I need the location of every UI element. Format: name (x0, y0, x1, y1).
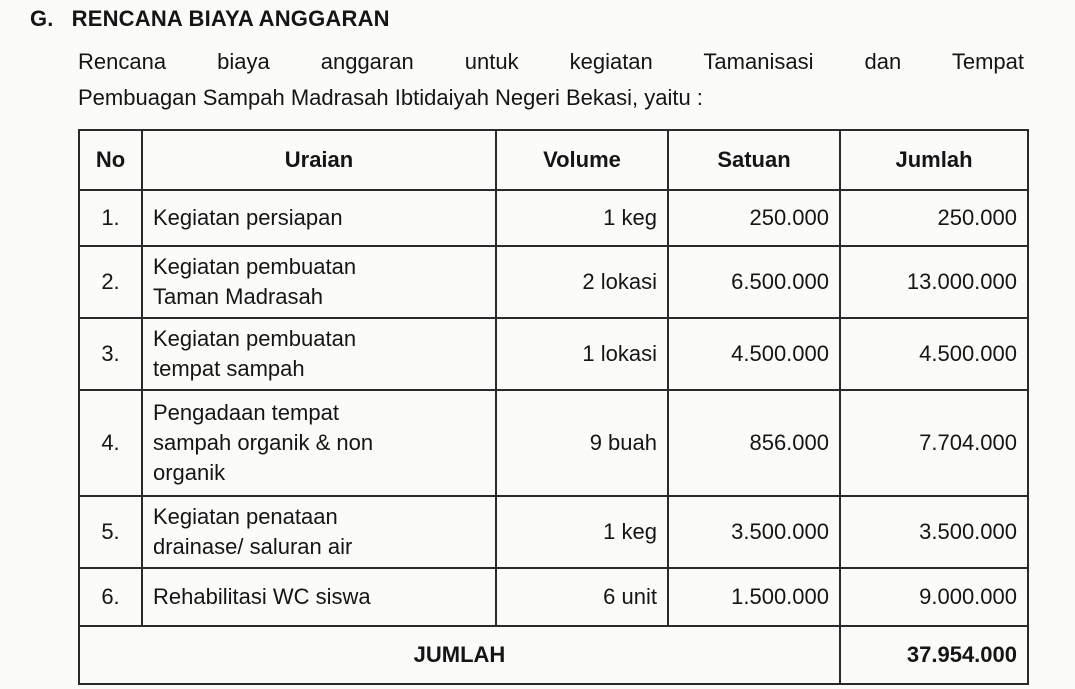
total-row (79, 626, 1028, 684)
cell-uraian (142, 568, 496, 626)
section-letter: G. (30, 6, 54, 31)
intro-line-2: Pembuagan Sampah Madrasah Ibtidaiyah Negeri Bekasi, yaitu : (78, 85, 703, 110)
cell-satuan: 856.000 (668, 390, 840, 496)
cell-uraian (142, 496, 496, 568)
section-heading (30, 6, 390, 32)
table-row (79, 496, 1028, 568)
uraian-line: Kegiatan penataan (153, 504, 338, 529)
cell-volume: 1 keg (496, 496, 668, 568)
cell-no: 4. (79, 390, 142, 496)
uraian-line: Kegiatan pembuatan (153, 326, 357, 351)
cell-jumlah: 4.500.000 (840, 318, 1028, 390)
table-body (79, 190, 1028, 626)
cell-no: 1. (79, 190, 142, 246)
intro-line-1: Rencana biaya anggaran untuk kegiatan Tamanisasi dan Tempat (78, 49, 1024, 74)
header-satuan: Satuan (668, 130, 840, 190)
cell-jumlah: 3.500.000 (840, 496, 1028, 568)
cell-volume: 9 buah (496, 390, 668, 496)
total-value: 37.954.000 (840, 626, 1028, 684)
header-volume: Volume (496, 130, 668, 190)
budget-table (78, 129, 1029, 685)
total-label: JUMLAH (79, 626, 840, 684)
cell-uraian (142, 246, 496, 318)
header-no: No (79, 130, 142, 190)
table-row (79, 390, 1028, 496)
cell-satuan: 250.000 (668, 190, 840, 246)
uraian-line: tempat sampah (153, 356, 305, 381)
cell-satuan: 1.500.000 (668, 568, 840, 626)
uraian-line: organik (153, 460, 226, 485)
cell-jumlah: 13.000.000 (840, 246, 1028, 318)
cell-volume: 1 keg (496, 190, 668, 246)
table-row (79, 190, 1028, 246)
header-uraian: Uraian (142, 130, 496, 190)
table-header-row (79, 130, 1028, 190)
table-row (79, 568, 1028, 626)
cell-volume: 6 unit (496, 568, 668, 626)
table-row (79, 318, 1028, 390)
cell-satuan: 4.500.000 (668, 318, 840, 390)
cell-satuan: 6.500.000 (668, 246, 840, 318)
uraian-line: Pengadaan tempat (153, 400, 339, 425)
cell-no: 3. (79, 318, 142, 390)
cell-satuan: 3.500.000 (668, 496, 840, 568)
cell-jumlah: 250.000 (840, 190, 1028, 246)
table-row (79, 246, 1028, 318)
cell-uraian (142, 190, 496, 246)
cell-volume: 1 lokasi (496, 318, 668, 390)
cell-jumlah: 9.000.000 (840, 568, 1028, 626)
uraian-line: Kegiatan pembuatan (153, 254, 357, 279)
cell-uraian (142, 390, 496, 496)
intro-paragraph (78, 44, 1024, 116)
cell-uraian (142, 318, 496, 390)
cell-jumlah: 7.704.000 (840, 390, 1028, 496)
cell-no: 5. (79, 496, 142, 568)
cell-no: 2. (79, 246, 142, 318)
uraian-line: Taman Madrasah (153, 284, 323, 309)
uraian-line: Rehabilitasi WC siswa (153, 584, 371, 609)
cell-no: 6. (79, 568, 142, 626)
header-jumlah: Jumlah (840, 130, 1028, 190)
section-title: RENCANA BIAYA ANGGARAN (71, 6, 390, 31)
uraian-line: drainase/ saluran air (153, 534, 353, 559)
uraian-line: Kegiatan persiapan (153, 205, 343, 230)
cell-volume: 2 lokasi (496, 246, 668, 318)
uraian-line: sampah organik & non (153, 430, 374, 455)
